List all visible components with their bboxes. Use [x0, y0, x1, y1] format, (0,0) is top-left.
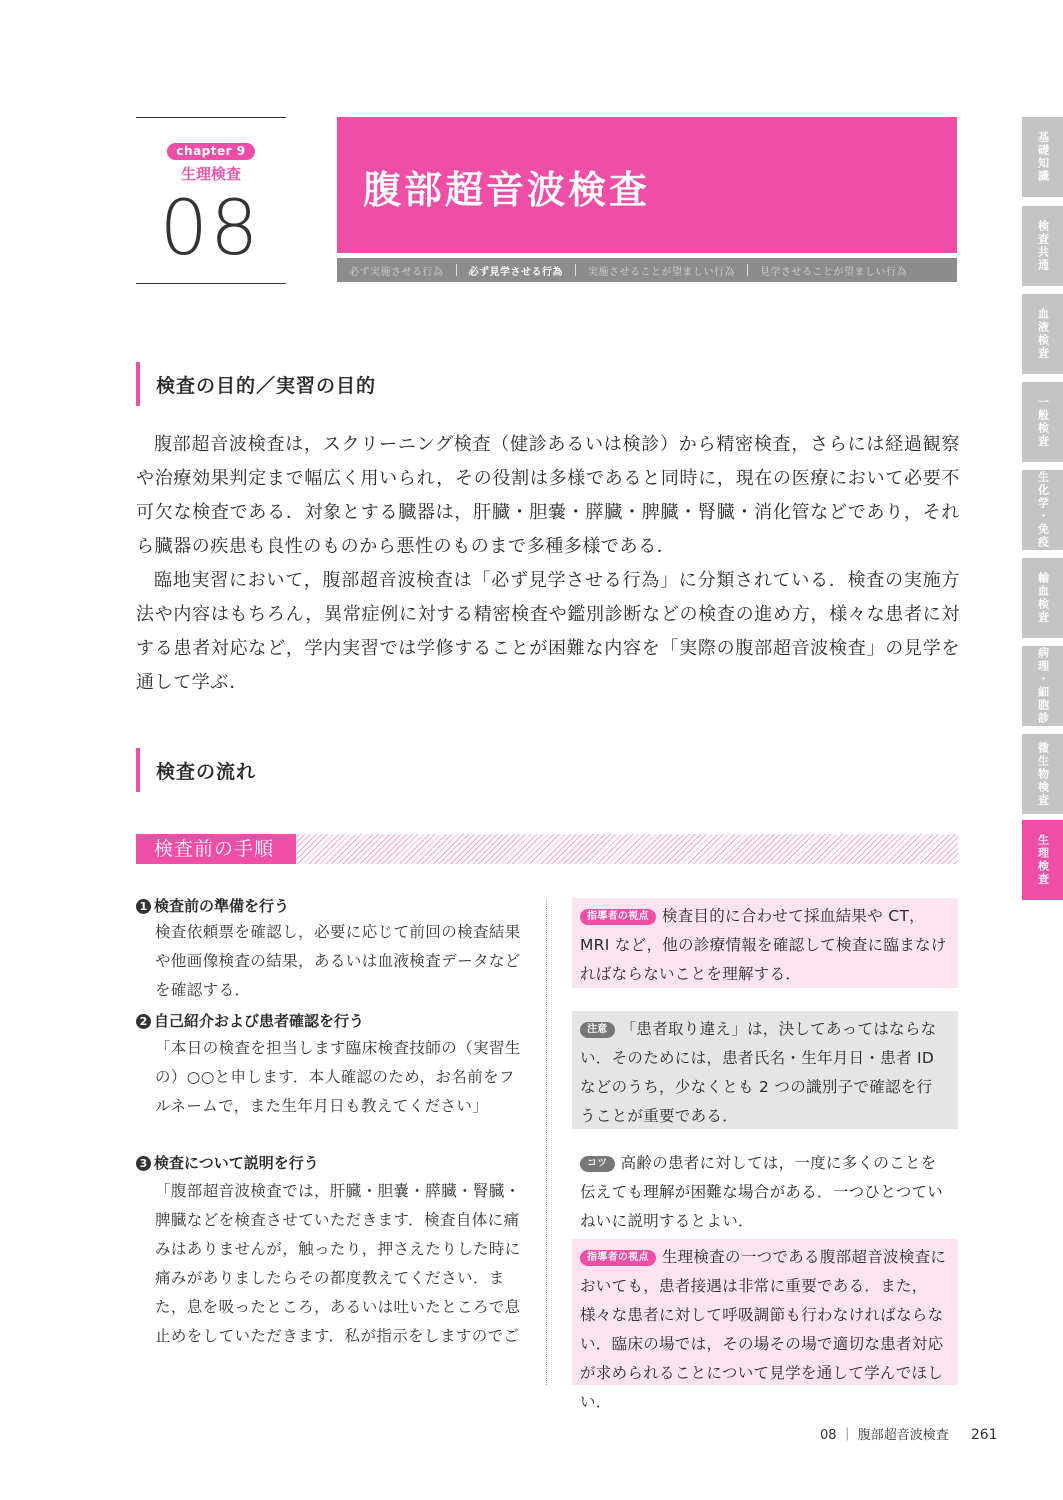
step-number: 3	[136, 1156, 151, 1171]
chapter-number: 08	[159, 183, 261, 272]
side-tab-transfusion[interactable]	[1022, 558, 1063, 638]
side-tab-general[interactable]	[1022, 382, 1063, 462]
page-title: 腹部超音波検査	[363, 168, 651, 212]
purpose-paragraph: 腹部超音波検査は，スクリーニング検査（健診あるいは検診）から精密検査，さらには経過観察や治療効果判定まで幅広く用いられ，その役割は多様であると同時に，現在の医療において必要不可欠な検査である．対象とする臓器は，肝臓・胆嚢・膵臓・脾臓・腎臓・消化管などであり，それら臓器の疾患も良性のものから悪性のものまで多種多様である．	[136, 434, 960, 557]
section-heading-purpose	[136, 362, 377, 406]
footer-section: 08 ｜ 腹部超音波検査	[820, 1428, 949, 1443]
step-title-text: 検査について説明を行う	[154, 1154, 319, 1172]
side-tab-label: 基礎知識	[1036, 131, 1050, 183]
page-number: 261	[970, 1427, 998, 1443]
note-text: 生理検査の一つである腹部超音波検査においても，患者接遇は非常に重要である．また，様々な患者に対して呼吸調節も行わなければならない．臨床の場では，その場その場で適切な患者対応が求められることについて見学を通して学んでほしい．	[580, 1248, 947, 1411]
note-caution	[572, 1011, 958, 1129]
chapter-bottom-rule	[136, 283, 286, 284]
note-badge: 注意	[580, 1022, 615, 1038]
note-tip	[572, 1145, 958, 1235]
category-item-active: 必ず見学させる行為	[468, 266, 563, 278]
side-tab-basics[interactable]	[1022, 117, 1063, 197]
step-title	[136, 895, 289, 916]
procedure-label: 検査前の手順	[136, 834, 296, 864]
note-text: 検査目的に合わせて採血結果や CT，MRI など，他の診療情報を確認して検査に臨まなければならないことを理解する．	[580, 907, 947, 983]
category-item: 見学させることが望ましい行為	[760, 266, 907, 278]
side-tab-label: 病理・細胞診	[1036, 647, 1050, 725]
column-divider	[546, 900, 547, 1385]
note-text: 高齢の患者に対しては，一度に多くのことを伝えても理解が困難な場合がある．一つひとつていねいに説明するとよい．	[580, 1154, 944, 1230]
note-text: 「患者取り違え」は，決してあってはならない．そのためには，患者氏名・生年月日・患者 ID などのうち，少なくとも 2 つの識別子で確認を行うことが重要である．	[580, 1020, 937, 1125]
purpose-body	[136, 428, 960, 700]
side-tab-label: 血液検査	[1036, 308, 1050, 360]
category-item: 必ず実施させる行為	[349, 266, 444, 278]
step-number: 1	[136, 899, 151, 914]
side-tab-label: 輸血検査	[1036, 572, 1050, 624]
note-instructor	[572, 898, 958, 988]
side-tab-pathology[interactable]	[1022, 646, 1063, 726]
step-title-text: 自己紹介および患者確認を行う	[154, 1012, 365, 1030]
step-title	[136, 1010, 364, 1031]
section-heading-text: 検査の流れ	[156, 761, 257, 783]
category-bar	[337, 258, 957, 282]
note-badge: コツ	[580, 1156, 615, 1172]
side-tab-label: 一般検査	[1036, 396, 1050, 448]
chapter-label: chapter 9	[167, 143, 255, 160]
side-tab-common[interactable]	[1022, 206, 1063, 286]
side-tab-label: 生理検査	[1036, 834, 1050, 886]
side-tab-blood[interactable]	[1022, 294, 1063, 374]
purpose-paragraph: 臨地実習において，腹部超音波検査は「必ず見学させる行為」に分類されている．検査の実施方法や内容はもちろん，異常症例に対する精密検査や鑑別診断などの検査の進め方，様々な患者に対する患者対応など，学内実習では学修することが困難な内容を「実際の腹部超音波検査」の見学を通して学ぶ．	[136, 570, 960, 693]
side-tab-physiology[interactable]	[1022, 820, 1063, 900]
step-number: 2	[136, 1014, 151, 1029]
step-title-text: 検査前の準備を行う	[154, 897, 290, 915]
step-body: 「本日の検査を担当します臨床検査技師の（実習生の）○○と申します．本人確認のため，お名前をフルネームで，また生年月日も教えてください」	[155, 1039, 521, 1115]
side-tab-microbiology[interactable]	[1022, 734, 1063, 814]
section-heading-text: 検査の目的／実習の目的	[156, 375, 377, 397]
side-tab-label: 検査共通	[1036, 220, 1050, 272]
title-banner	[337, 117, 957, 253]
chapter-top-rule	[136, 117, 286, 118]
page-footer	[820, 1424, 998, 1443]
step-body: 検査依頼票を確認し，必要に応じて前回の検査結果や他画像検査の結果，あるいは血液検査データなどを確認する．	[155, 923, 521, 999]
side-tab-label: 微生物検査	[1036, 741, 1050, 807]
note-instructor	[572, 1239, 958, 1411]
note-badge: 指導者の視点	[580, 909, 656, 925]
procedure-banner	[136, 834, 958, 864]
section-heading-flow	[136, 748, 257, 792]
category-item: 実施させることが望ましい行為	[588, 266, 735, 278]
step-body: 「腹部超音波検査では，肝臓・胆嚢・膵臓・腎臓・脾臓などを検査させていただきます．検査自体に痛みはありませんが，触ったり，押さえたりした時に痛みがありましたらその都度教えてください．また，息を吸ったところ，あるいは吐いたところで息止めをしていただきます．私が指示をしますのでご	[155, 1182, 521, 1345]
chapter-subtitle: 生理検査	[180, 165, 241, 183]
step-title	[136, 1152, 319, 1173]
note-badge: 指導者の視点	[580, 1250, 656, 1266]
side-tab-biochem[interactable]	[1022, 470, 1063, 550]
side-tab-label: 生化学・免疫	[1036, 471, 1050, 549]
